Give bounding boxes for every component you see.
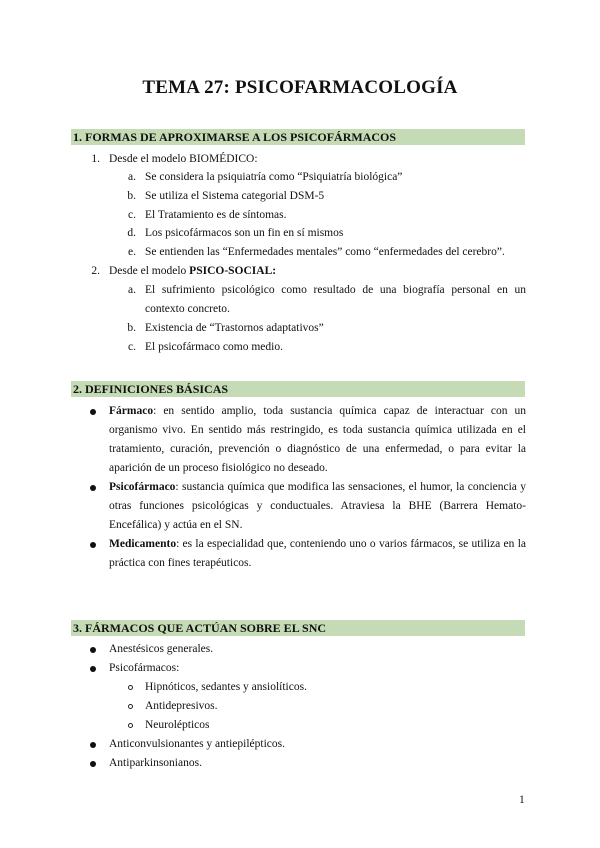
bullet-icon — [90, 742, 96, 748]
sub-item: Se utiliza el Sistema categorial DSM-5 — [145, 190, 325, 202]
bullet-icon — [90, 647, 96, 653]
list-item: Anticonvulsionantes y antiepilépticos. — [109, 738, 285, 750]
definition-farmaco: Fármaco: en sentido amplio, toda sustancia química capaz de interactuar con un organismo vivo. En sentido más restringido, es toda sustancia química utilizada en el tratamiento, curación, prevención o diagnóstico de una enfermedad, o para evitar la aparición de un proceso fisiológico no deseado. — [109, 405, 526, 474]
list-item-psicosocial: Desde el modelo PSICO-SOCIAL: — [109, 265, 277, 277]
list-item: Psicofármacos: — [109, 662, 180, 674]
sub-marker: c. — [128, 341, 136, 353]
section-3-heading: 3. FÁRMACOS QUE ACTÚAN SOBRE EL SNC — [71, 620, 525, 636]
list-item-biomedico: Desde el modelo BIOMÉDICO: — [109, 153, 258, 165]
circle-bullet-icon — [128, 723, 133, 728]
bullet-icon — [90, 409, 96, 415]
sub-marker: a. — [128, 171, 136, 183]
circle-bullet-icon — [128, 685, 133, 690]
list-item: Anestésicos generales. — [109, 643, 214, 655]
sub-marker: b. — [127, 322, 136, 334]
sub-item: Se considera la psiquiatría como “Psiquiatría biológica” — [145, 171, 403, 183]
definition-psicofarmaco: Psicofármaco: sustancia química que modifica las sensaciones, el humor, la conciencia y otras funciones psicológicas y conductuales. Atraviesa la BHE (Barrera Hemato- Encefálica) y actúa en el SN. — [109, 481, 526, 531]
bullet-icon — [90, 485, 96, 491]
section-2-heading: 2. DEFINICIONES BÁSICAS — [71, 381, 525, 397]
sub-item: Hipnóticos, sedantes y ansiolíticos. — [145, 681, 307, 693]
page-number: 1 — [519, 794, 525, 806]
section-1-heading: 1. FORMAS DE APROXIMARSE A LOS PSICOFÁRMACOS — [71, 129, 525, 145]
list-marker: 1. — [91, 153, 100, 165]
sub-item: El sufrimiento psicológico como resultado de una biografía personal en un contexto concreto. — [145, 284, 526, 315]
bullet-icon — [90, 542, 96, 548]
sub-marker: a. — [128, 284, 136, 296]
sub-item: Se entienden las “Enfermedades mentales” como “enfermedades del cerebro”. — [145, 246, 505, 258]
sub-marker: d. — [127, 227, 136, 239]
circle-bullet-icon — [128, 704, 133, 709]
bullet-icon — [90, 761, 96, 767]
sub-marker: b. — [127, 190, 136, 202]
sub-item: Neurolépticos — [145, 719, 210, 731]
definition-medicamento: Medicamento: es la especialidad que, conteniendo uno o varios fármacos, se utiliza en la práctica con fines terapéuticos. — [109, 538, 526, 569]
sub-item: Existencia de “Trastornos adaptativos” — [145, 322, 324, 334]
list-item: Antiparkinsonianos. — [109, 757, 202, 769]
sub-item: El psicofármaco como medio. — [145, 341, 283, 353]
sub-marker: c. — [128, 209, 136, 221]
bullet-icon — [90, 666, 96, 672]
sub-marker: e. — [128, 246, 136, 258]
sub-item: El Tratamiento es de síntomas. — [145, 209, 287, 221]
sub-item: Los psicofármacos son un fin en sí mismos — [145, 227, 344, 239]
list-marker: 2. — [91, 265, 100, 277]
page-title: TEMA 27: PSICOFARMACOLOGÍA — [142, 77, 458, 98]
sub-item: Antidepresivos. — [145, 700, 218, 712]
